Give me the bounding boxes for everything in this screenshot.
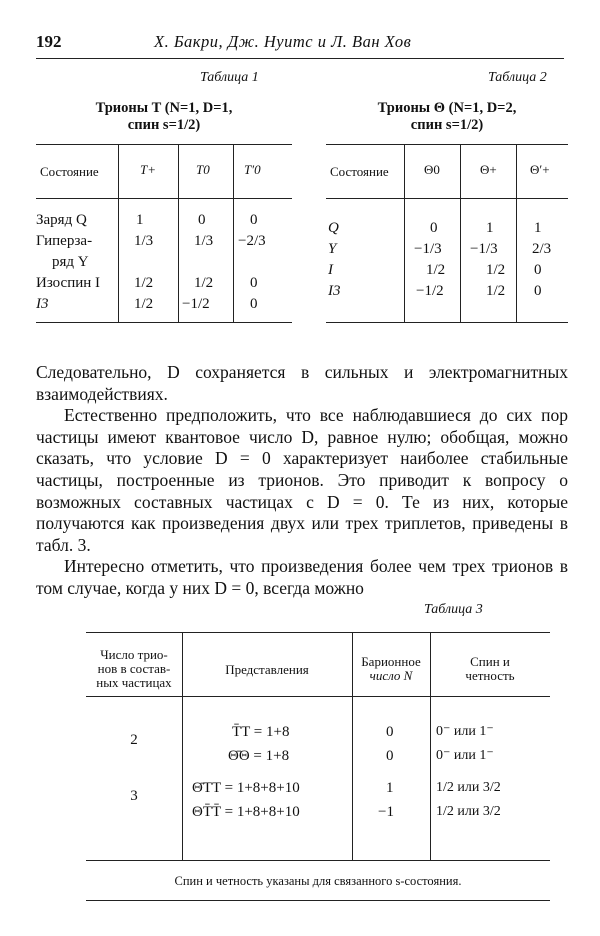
- header-line: Спин и: [470, 654, 510, 669]
- table1-top-rule: [36, 144, 292, 145]
- cell: 1: [534, 220, 542, 236]
- table-row: [36, 252, 292, 273]
- rep-cell: ΘT̄T̄ = 1+8+8+10: [192, 804, 300, 820]
- table3-col-rep: Представления: [225, 662, 309, 677]
- header-line: нов в состав-: [97, 661, 171, 676]
- cell: 1/3: [194, 233, 214, 249]
- table-row: [36, 294, 292, 315]
- paragraph-3: Интересно отметить, что произведения более чем трех трионов в том случае, когда у них D = 0, всегда можно: [36, 556, 568, 598]
- table3-top-rule: [86, 632, 550, 633]
- table3-header-rule: [86, 696, 550, 697]
- cell: 2/3: [532, 241, 552, 257]
- cell: 0: [250, 296, 258, 312]
- table2-title: [326, 100, 568, 134]
- row-label: I: [328, 262, 333, 278]
- paragraph-2: Естественно предположить, что все наблюдавшиеся до сих пор частицы имеют квантовое число D, равное нулю; обобщая, можно сказать, что условие D = 0 характеризует наиболее стабильные частицы, построенные из трионов. Это приводит к вопросу о возможных составных частицах с D = 0. Те из них, которые получаются как произведения двух или трех триплетов, приведены в табл. 3.: [36, 405, 568, 555]
- table3-group1-count: 2: [130, 732, 138, 748]
- cell: −1/2: [182, 296, 210, 312]
- table2-col-thetaprimeplus: Θ′+: [530, 162, 550, 177]
- running-title: Х. Бакри, Дж. Нуитс и Л. Ван Хов: [154, 32, 412, 51]
- cell: 0: [534, 262, 542, 278]
- row-label: Изоспин I: [36, 275, 101, 291]
- table-row: [182, 744, 550, 768]
- table2-col-state: Состояние: [330, 164, 389, 179]
- row-label: Q: [328, 220, 339, 236]
- table-row: [182, 720, 550, 744]
- cell: 1: [486, 220, 494, 236]
- table-row: [326, 239, 568, 260]
- row-label: Гиперза-: [36, 233, 93, 249]
- table3-group2-count: 3: [130, 788, 138, 804]
- table-row: [182, 776, 550, 800]
- table2-title-line1: Трионы Θ (N=1, D=2,: [377, 100, 517, 116]
- table1-title: [36, 100, 292, 134]
- table2-title-line2: спин s=1/2): [410, 117, 484, 133]
- cell: 1/2: [134, 296, 154, 312]
- row-label: I3: [328, 283, 341, 299]
- table1-title-line2: спин s=1/2): [127, 117, 201, 133]
- table1-col-state: Состояние: [40, 164, 99, 179]
- row-label: Y: [328, 241, 337, 257]
- header-line: ных частицах: [96, 675, 172, 690]
- cell: 0: [198, 212, 206, 228]
- page-number: 192: [36, 32, 62, 51]
- cell: 1/2: [426, 262, 446, 278]
- header-line: Барионное: [361, 654, 421, 669]
- table3-col-count: [86, 648, 182, 690]
- cell: 0: [534, 283, 542, 299]
- rep-cell: Θ̄TT = 1+8+8+10: [192, 780, 300, 796]
- cell: −1/3: [414, 241, 442, 257]
- paragraph-1: Следовательно, D сохраняется в сильных и электромагнитных взаимодействиях.: [36, 362, 568, 404]
- table-row: [36, 273, 292, 294]
- table3-group1: [182, 720, 550, 768]
- table3-footnote: Спин и четность указаны для связанного s-состояния.: [174, 874, 462, 888]
- table3-group2: [182, 776, 550, 824]
- cell: −1/2: [416, 283, 444, 299]
- cell: −1/3: [470, 241, 498, 257]
- table3-caption: Таблица 3: [424, 602, 483, 617]
- n-cell: 1: [386, 780, 394, 796]
- table1-title-line1: Трионы T (N=1, D=1,: [95, 100, 233, 116]
- rep-cell: Θ̄Θ = 1+8: [228, 748, 290, 764]
- table2-header-rule: [326, 198, 568, 199]
- table-row: [182, 800, 550, 824]
- cell: −2/3: [238, 233, 266, 249]
- cell: 1/2: [486, 262, 506, 278]
- table1-col-tplus: T+: [140, 162, 157, 177]
- spin-cell: 1/2 или 3/2: [436, 804, 501, 819]
- table1-bottom-rule: [36, 322, 292, 323]
- table3-col-baryon: [352, 655, 430, 683]
- row-label: ряд Y: [52, 254, 89, 270]
- cell: 0: [250, 275, 258, 291]
- cell: 1/2: [194, 275, 214, 291]
- table2-body: [326, 218, 568, 302]
- cell: 1: [136, 212, 144, 228]
- n-cell: 0: [386, 724, 394, 740]
- body-text: [36, 362, 568, 600]
- table-row: [36, 231, 292, 252]
- table-row: [326, 260, 568, 281]
- table1-caption: Таблица 1: [200, 70, 259, 85]
- header-line: Число трио-: [100, 647, 168, 662]
- table3-col-spin: [430, 655, 550, 683]
- table2-caption: Таблица 2: [488, 70, 547, 85]
- n-cell: 0: [386, 748, 394, 764]
- rep-cell: T̄T = 1+8: [232, 724, 290, 740]
- table1-col-t0: T0: [196, 162, 210, 177]
- table3-footnote-rule: [86, 900, 550, 901]
- spin-cell: 0⁻ или 1⁻: [436, 748, 494, 763]
- row-label: I3: [36, 296, 49, 312]
- header-line: четность: [465, 668, 515, 683]
- spin-cell: 0⁻ или 1⁻: [436, 724, 494, 739]
- table1-header-rule: [36, 198, 292, 199]
- n-cell: −1: [378, 804, 394, 820]
- cell: 0: [430, 220, 438, 236]
- header-line: число N: [369, 668, 413, 683]
- table-row: [326, 281, 568, 302]
- table2-col-theta0: Θ0: [424, 162, 440, 177]
- table1-col-tprime0: T′0: [244, 162, 261, 177]
- row-label: Заряд Q: [36, 212, 87, 228]
- table-row: [36, 210, 292, 231]
- table-row: [326, 218, 568, 239]
- cell: 0: [250, 212, 258, 228]
- table3-bottom-rule: [86, 860, 550, 861]
- cell: 1/2: [486, 283, 506, 299]
- spin-cell: 1/2 или 3/2: [436, 780, 501, 795]
- cell: 1/3: [134, 233, 154, 249]
- header-rule: [36, 58, 564, 59]
- cell: 1/2: [134, 275, 154, 291]
- table1-body: [36, 210, 292, 315]
- table2-bottom-rule: [326, 322, 568, 323]
- table2-top-rule: [326, 144, 568, 145]
- table2-col-thetaplus: Θ+: [480, 162, 497, 177]
